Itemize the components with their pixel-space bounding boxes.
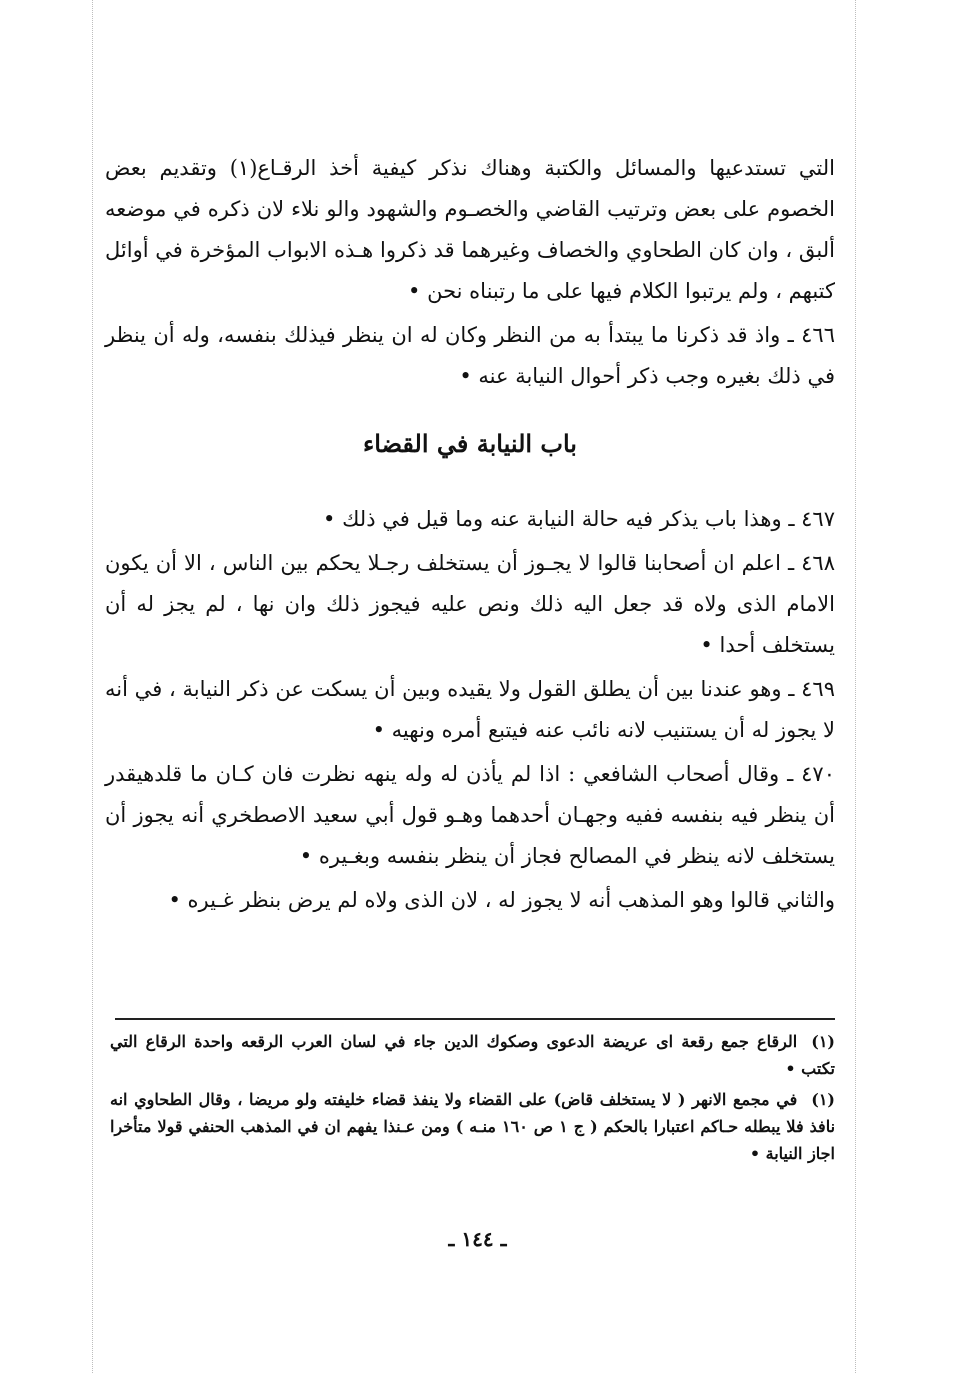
paragraph-467: ٤٦٧ ـ وهذا باب يذكر فيه حالة النيابة عنه وما قيل في ذلك • [323,507,835,531]
page-number: ـ ١٤٤ ـ [448,1227,507,1251]
paragraph-second-opinion: والثاني قالوا وهو المذهب أنه لا يجوز له ، لان الذى ولاه لم يرض بنظر غـيره • [168,888,835,912]
left-margin-dots [92,0,93,1373]
footnote-text: الرقاع جمع رقعة اى عريضة الدعوى وصكوك الدين جاء في لسان العرب الرقعه واحدة الرقاع التي تكتب • [110,1032,835,1078]
footnotes [110,1028,835,1171]
right-margin-dots [855,0,856,1373]
footnote-mark: (١) [811,1090,835,1109]
paragraph-470: ٤٧٠ ـ وقال أصحاب الشافعي : اذا لم يأذن له وله ينهه نظرت فان كـان ما قلدهيقدر أن ينظر فيه بنفسه ففيه وجهـان أحدهما وهـو قول أبي سعيد الاصطخري أنه يجوز أن يستخلف لانه ينظر في المصالح فجاز أن ينظر بنفسه وبغـيره • [105,762,835,868]
footnote-item [110,1028,835,1082]
section-heading: باب النيابة في القضاء [363,429,577,458]
paragraph-468: ٤٦٨ ـ اعلم ان أصحابنا قالوا لا يجـوز أن يستخلف رجـلا يحكم بين الناس ، الا أن يكون الامام الذى ولاه قد جعل اليه ذلك ونص عليه فيجوز ذلك وان نها ، لم يجز له أن يستخلف أحدا • [105,551,835,657]
paragraph-intro: التي تستدعيها والمسائل والكتبة وهناك نذكر كيفية أخذ الرقـاع(١) وتقديم بعض الخصوم على بعض وترتيب القاضي والخصـوم والشهود والو نلاء لان ذكره في موضعه ألبق ، وان كان الطحاوي والخصاف وغيرهما قد ذكروا هـذه الابواب المؤخرة في أوائل كتبهم ، ولم يرتبوا الكلام فيها على ما رتبناه نحن • [105,156,835,303]
footnote-text: في مجمع الانهر ( لا يستخلف قاض) على القضاء ولا ينفذ قضاء خليفته ولو مريضا ، وقال الطحاوي انه نافذ فلا يبطله حـاكم اعتبارا بالحكم ( ج ١ ص ١٦٠ منـه ) ومن عـنذا يفهم ان في المذهب الحنفي قولا متأخرا اجاز النيابة • [110,1090,836,1163]
page-body [105,148,835,924]
paragraph-466: ٤٦٦ ـ واذ قد ذكرنا ما يبتدأ به من النظر وكان له ان ينظر فيذلك بنفسه، وله أن ينظر في ذلك بغيره وجب ذكر أحوال النيابة عنه • [105,323,835,388]
footnote-divider [115,1018,835,1020]
footnote-mark: (١) [811,1032,835,1051]
paragraph-469: ٤٦٩ ـ وهو عندنا بين أن يطلق القول ولا يقيده وبين أن يسكت عن ذكر النيابة ، في أنه لا يجوز له أن يستنيب لانه نائب عنه فيتبع أمره ونهيه • [105,677,835,742]
footnote-item [110,1086,835,1167]
